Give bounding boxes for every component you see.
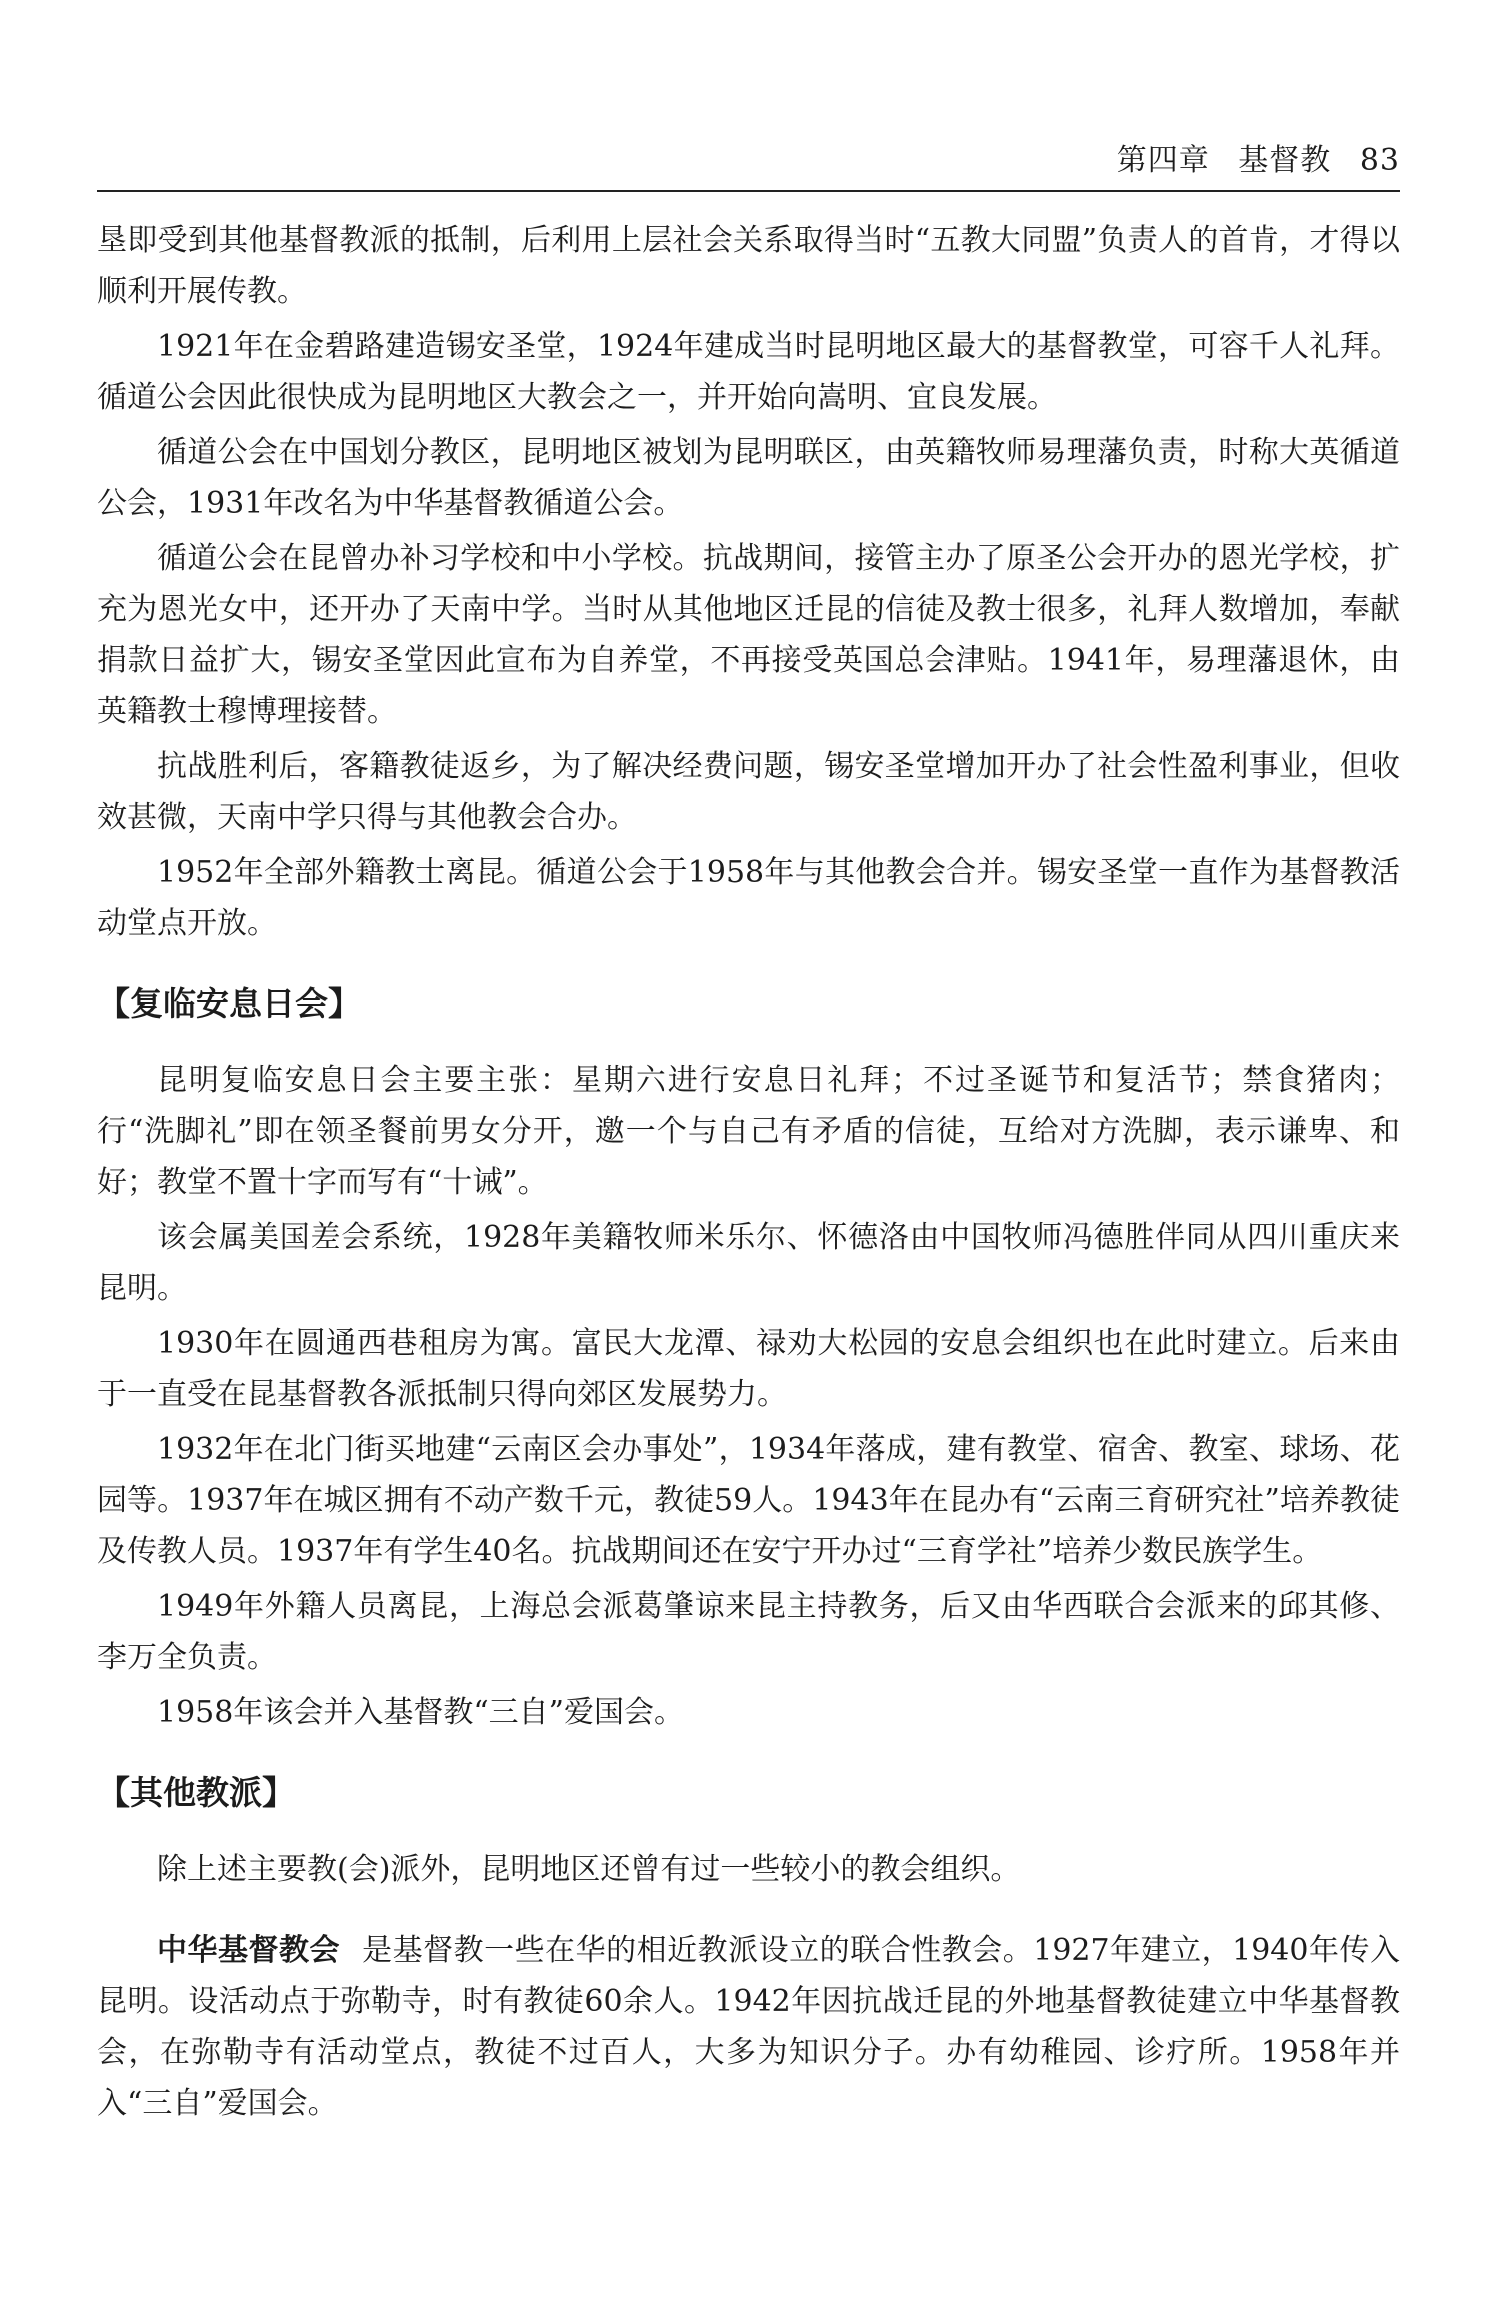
entry-cccc bbox=[97, 1925, 1400, 2129]
paragraph: 1930年在圆通西巷租房为寓。富民大龙潭、禄劝大松园的安息会组织也在此时建立。后来由于一直受在昆基督教各派抵制只得向郊区发展势力。 bbox=[97, 1326, 1400, 1412]
paragraph: 循道公会在中国划分教区，昆明地区被划为昆明联区，由英籍牧师易理藩负责，时称大英循道公会，1931年改名为中华基督教循道公会。 bbox=[97, 435, 1400, 521]
paragraph: 循道公会在昆曾办补习学校和中小学校。抗战期间，接管主办了原圣公会开办的恩光学校，扩充为恩光女中，还开办了天南中学。当时从其他地区迁昆的信徒及教士很多，礼拜人数增加，奉献捐款日益扩大，锡安圣堂因此宣布为自养堂，不再接受英国总会津贴。1941年，易理藩退休，由英籍教士穆博理接替。 bbox=[97, 541, 1400, 729]
page-number: 83 bbox=[1359, 143, 1400, 178]
running-header bbox=[97, 135, 1400, 179]
paragraph: 1958年该会并入基督教“三自”爱国会。 bbox=[157, 1695, 685, 1730]
paragraph: 抗战胜利后，客籍教徒返乡，为了解决经费问题，锡安圣堂增加开办了社会性盈利事业，但收效甚微，天南中学只得与其他教会合办。 bbox=[97, 749, 1400, 835]
paragraph: 该会属美国差会系统，1928年美籍牧师米乐尔、怀德洛由中国牧师冯德胜伴同从四川重庆来昆明。 bbox=[97, 1220, 1400, 1306]
paragraph: 除上述主要教(会)派外，昆明地区还曾有过一些较小的教会组织。 bbox=[157, 1852, 1021, 1887]
page-body bbox=[97, 215, 1400, 2133]
entry-term: 中华基督教会 bbox=[157, 1933, 341, 1968]
header-rule bbox=[97, 190, 1400, 192]
section-label: 基督教 bbox=[1238, 143, 1332, 178]
paragraph: 1949年外籍人员离昆，上海总会派葛肇谅来昆主持教务，后又由华西联合会派来的邱其修、李万全负责。 bbox=[97, 1589, 1400, 1675]
paragraph: 昆明复临安息日会主要主张：星期六进行安息日礼拜；不过圣诞节和复活节；禁食猪肉；行“洗脚礼”即在领圣餐前男女分开，邀一个与自己有矛盾的信徒，互给对方洗脚，表示谦卑、和好；教堂不置十字而写有“十诫”。 bbox=[97, 1063, 1400, 1200]
paragraph: 1932年在北门街买地建“云南区会办事处”，1934年落成，建有教堂、宿舍、教室、球场、花园等。1937年在城区拥有不动产数千元，教徒59人。1943年在昆办有“云南三育研究社”培养教徒及传教人员。1937年有学生40名。抗战期间还在安宁开办过“三育学社”培养少数民族学生。 bbox=[97, 1432, 1400, 1569]
section-heading-adventist: 【复临安息日会】 bbox=[97, 984, 361, 1023]
chapter-label: 第四章 bbox=[1116, 143, 1210, 178]
paragraph: 1952年全部外籍教士离昆。循道公会于1958年与其他教会合并。锡安圣堂一直作为基督教活动堂点开放。 bbox=[97, 855, 1400, 941]
entry-text: 是基督教一些在华的相近教派设立的联合性教会。1927年建立，1940年传入昆明。设活动点于弥勒寺，时有教徒60余人。1942年因抗战迁昆的外地基督教徒建立中华基督教会，在弥勒寺有活动堂点，教徒不过百人，大多为知识分子。办有幼稚园、诊疗所。1958年并入“三自”爱国会。 bbox=[97, 1933, 1401, 2121]
paragraph: 垦即受到其他基督教派的抵制，后利用上层社会关系取得当时“五教大同盟”负责人的首肯，才得以顺利开展传教。 bbox=[97, 223, 1400, 309]
section-heading-other: 【其他教派】 bbox=[97, 1773, 295, 1812]
paragraph: 1921年在金碧路建造锡安圣堂，1924年建成当时昆明地区最大的基督教堂，可容千人礼拜。循道公会因此很快成为昆明地区大教会之一，并开始向嵩明、宜良发展。 bbox=[97, 329, 1400, 415]
spacer bbox=[97, 1899, 1400, 1925]
